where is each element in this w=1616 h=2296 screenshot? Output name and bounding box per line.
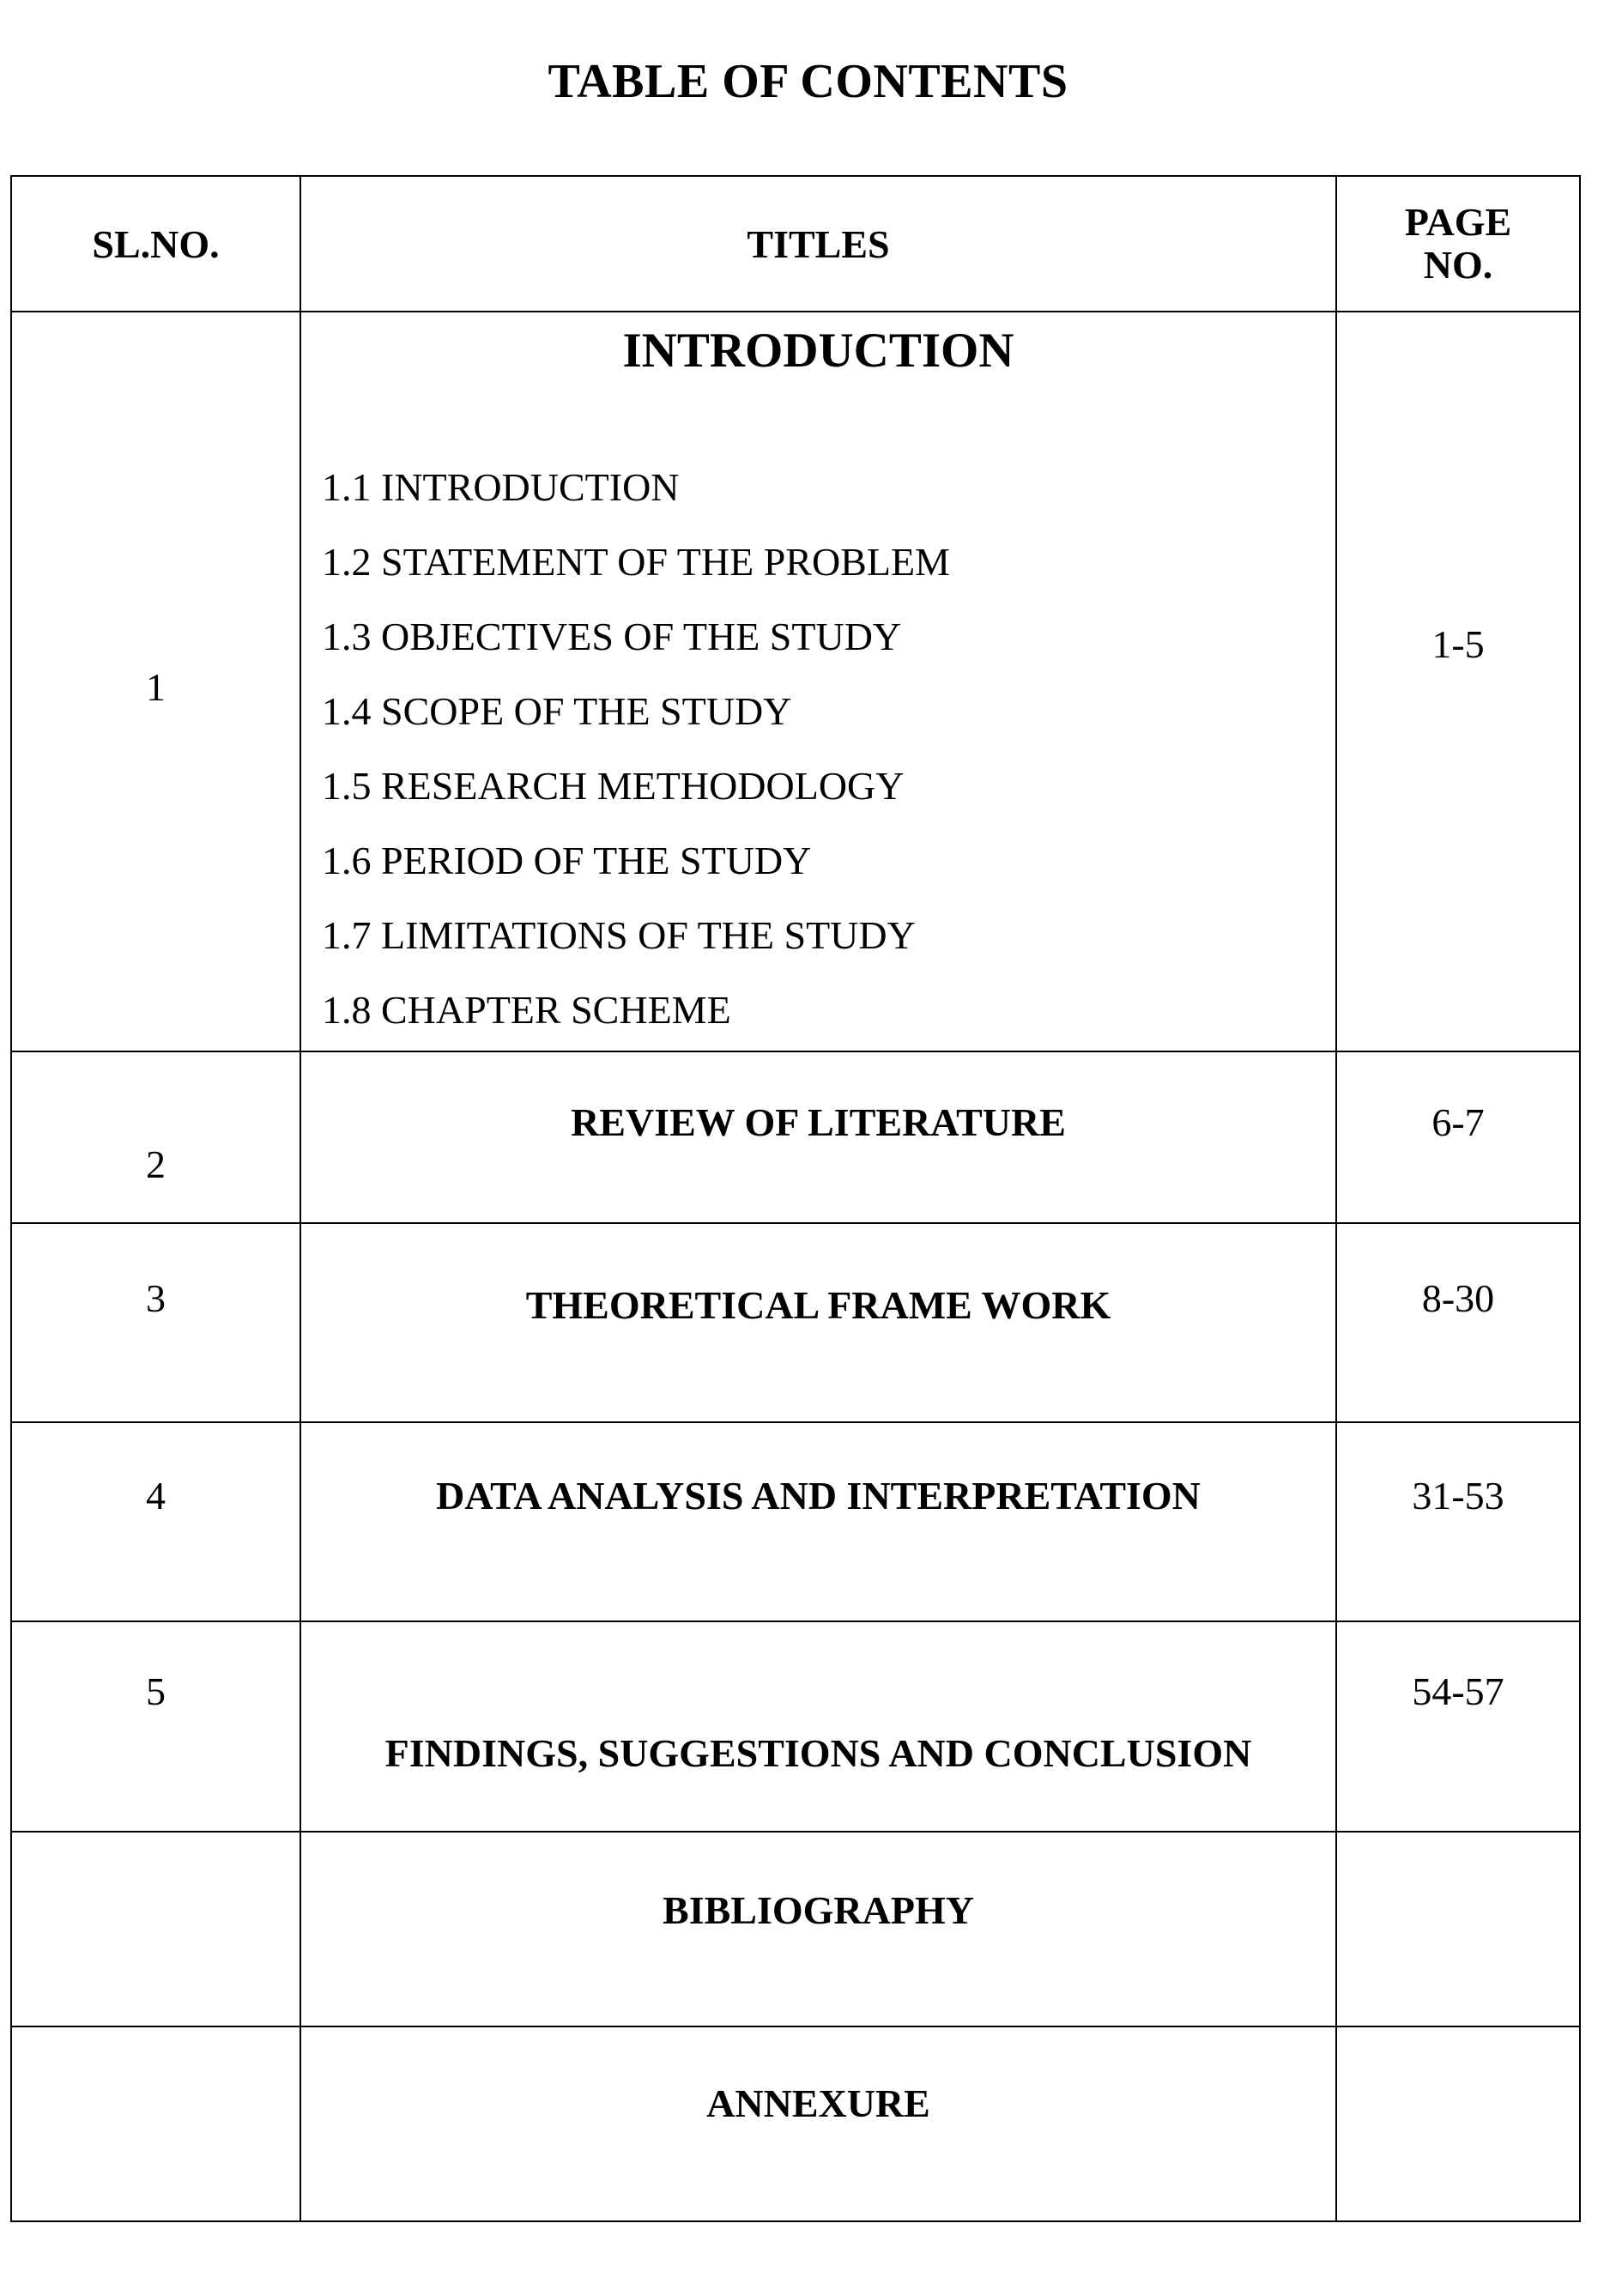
- sl-no-cell: [11, 1621, 300, 1832]
- page-no-cell: [1336, 1051, 1580, 1223]
- page-no-cell: [1336, 312, 1580, 1051]
- subsection-item: 1.3 OBJECTIVES OF THE STUDY: [322, 615, 902, 658]
- title-cell: [300, 2026, 1336, 2221]
- sl-no: 3: [146, 1276, 166, 1320]
- chapter-title: REVIEW OF LITERATURE: [571, 1100, 1066, 1144]
- chapter-title: THEORETICAL FRAME WORK: [525, 1283, 1111, 1327]
- title-cell: [300, 1051, 1336, 1223]
- subsection-item: 1.1 INTRODUCTION: [322, 465, 680, 509]
- page-no-cell: [1336, 1832, 1580, 2026]
- page-no-cell: [1336, 1621, 1580, 1832]
- subsection-item: 1.8 CHAPTER SCHEME: [322, 988, 731, 1032]
- sl-no-cell: [11, 2026, 300, 2221]
- subsection-list: [322, 450, 950, 1047]
- page-no: 1-5: [1431, 622, 1485, 666]
- sl-no-cell: [11, 1422, 300, 1621]
- page-no-cell: [1336, 1422, 1580, 1621]
- page-no: 6-7: [1431, 1100, 1485, 1144]
- page-no: 31-53: [1412, 1474, 1504, 1518]
- title-cell: [300, 1832, 1336, 2026]
- table-of-contents: [10, 175, 1581, 2222]
- table-row: [11, 2026, 1580, 2221]
- sl-no-cell: [11, 1223, 300, 1422]
- page-no-cell: [1336, 2026, 1580, 2221]
- sl-no: 1: [146, 665, 166, 709]
- title-cell: [300, 1223, 1336, 1422]
- page-title: TABLE OF CONTENTS: [548, 55, 1068, 108]
- chapter-title: ANNEXURE: [706, 2081, 930, 2125]
- page-no: 54-57: [1412, 1669, 1504, 1713]
- chapter-title: BIBLIOGRAPHY: [663, 1888, 974, 1932]
- title-cell: [300, 1621, 1336, 1832]
- header-titles: TITLES: [300, 176, 1336, 312]
- subsection-item: 1.5 RESEARCH METHODOLOGY: [322, 764, 905, 808]
- header-page-no-line1: PAGE: [1404, 200, 1512, 244]
- sl-no: 4: [146, 1474, 166, 1518]
- subsection-item: 1.4 SCOPE OF THE STUDY: [322, 689, 792, 733]
- chapter-title: DATA ANALYSIS AND INTERPRETATION: [436, 1474, 1201, 1518]
- header-row: [11, 176, 1580, 312]
- table-row: [11, 1051, 1580, 1223]
- title-cell: [300, 1422, 1336, 1621]
- table-row: [11, 312, 1580, 1051]
- subsection-item: 1.7 LIMITATIONS OF THE STUDY: [322, 913, 916, 957]
- table-row: [11, 1223, 1580, 1422]
- sl-no-cell: [11, 1832, 300, 2026]
- page-no-cell: [1336, 1223, 1580, 1422]
- table-row: [11, 1621, 1580, 1832]
- sl-no-cell: [11, 312, 300, 1051]
- page-no: 8-30: [1421, 1276, 1495, 1320]
- table-row: [11, 1422, 1580, 1621]
- sl-no: 5: [146, 1669, 166, 1713]
- table-row: [11, 1832, 1580, 2026]
- chapter-title: FINDINGS, SUGGESTIONS AND CONCLUSION: [384, 1731, 1252, 1775]
- header-page-no: [1336, 176, 1580, 312]
- subsection-item: 1.6 PERIOD OF THE STUDY: [322, 839, 812, 882]
- header-page-no-line2: NO.: [1423, 243, 1493, 287]
- header-sl-no: SL.NO.: [11, 176, 300, 312]
- sl-no: 2: [146, 1142, 166, 1186]
- title-cell: [300, 312, 1336, 1051]
- sl-no-cell: [11, 1051, 300, 1223]
- subsection-item: 1.2 STATEMENT OF THE PROBLEM: [322, 540, 950, 584]
- chapter-title: INTRODUCTION: [622, 324, 1014, 378]
